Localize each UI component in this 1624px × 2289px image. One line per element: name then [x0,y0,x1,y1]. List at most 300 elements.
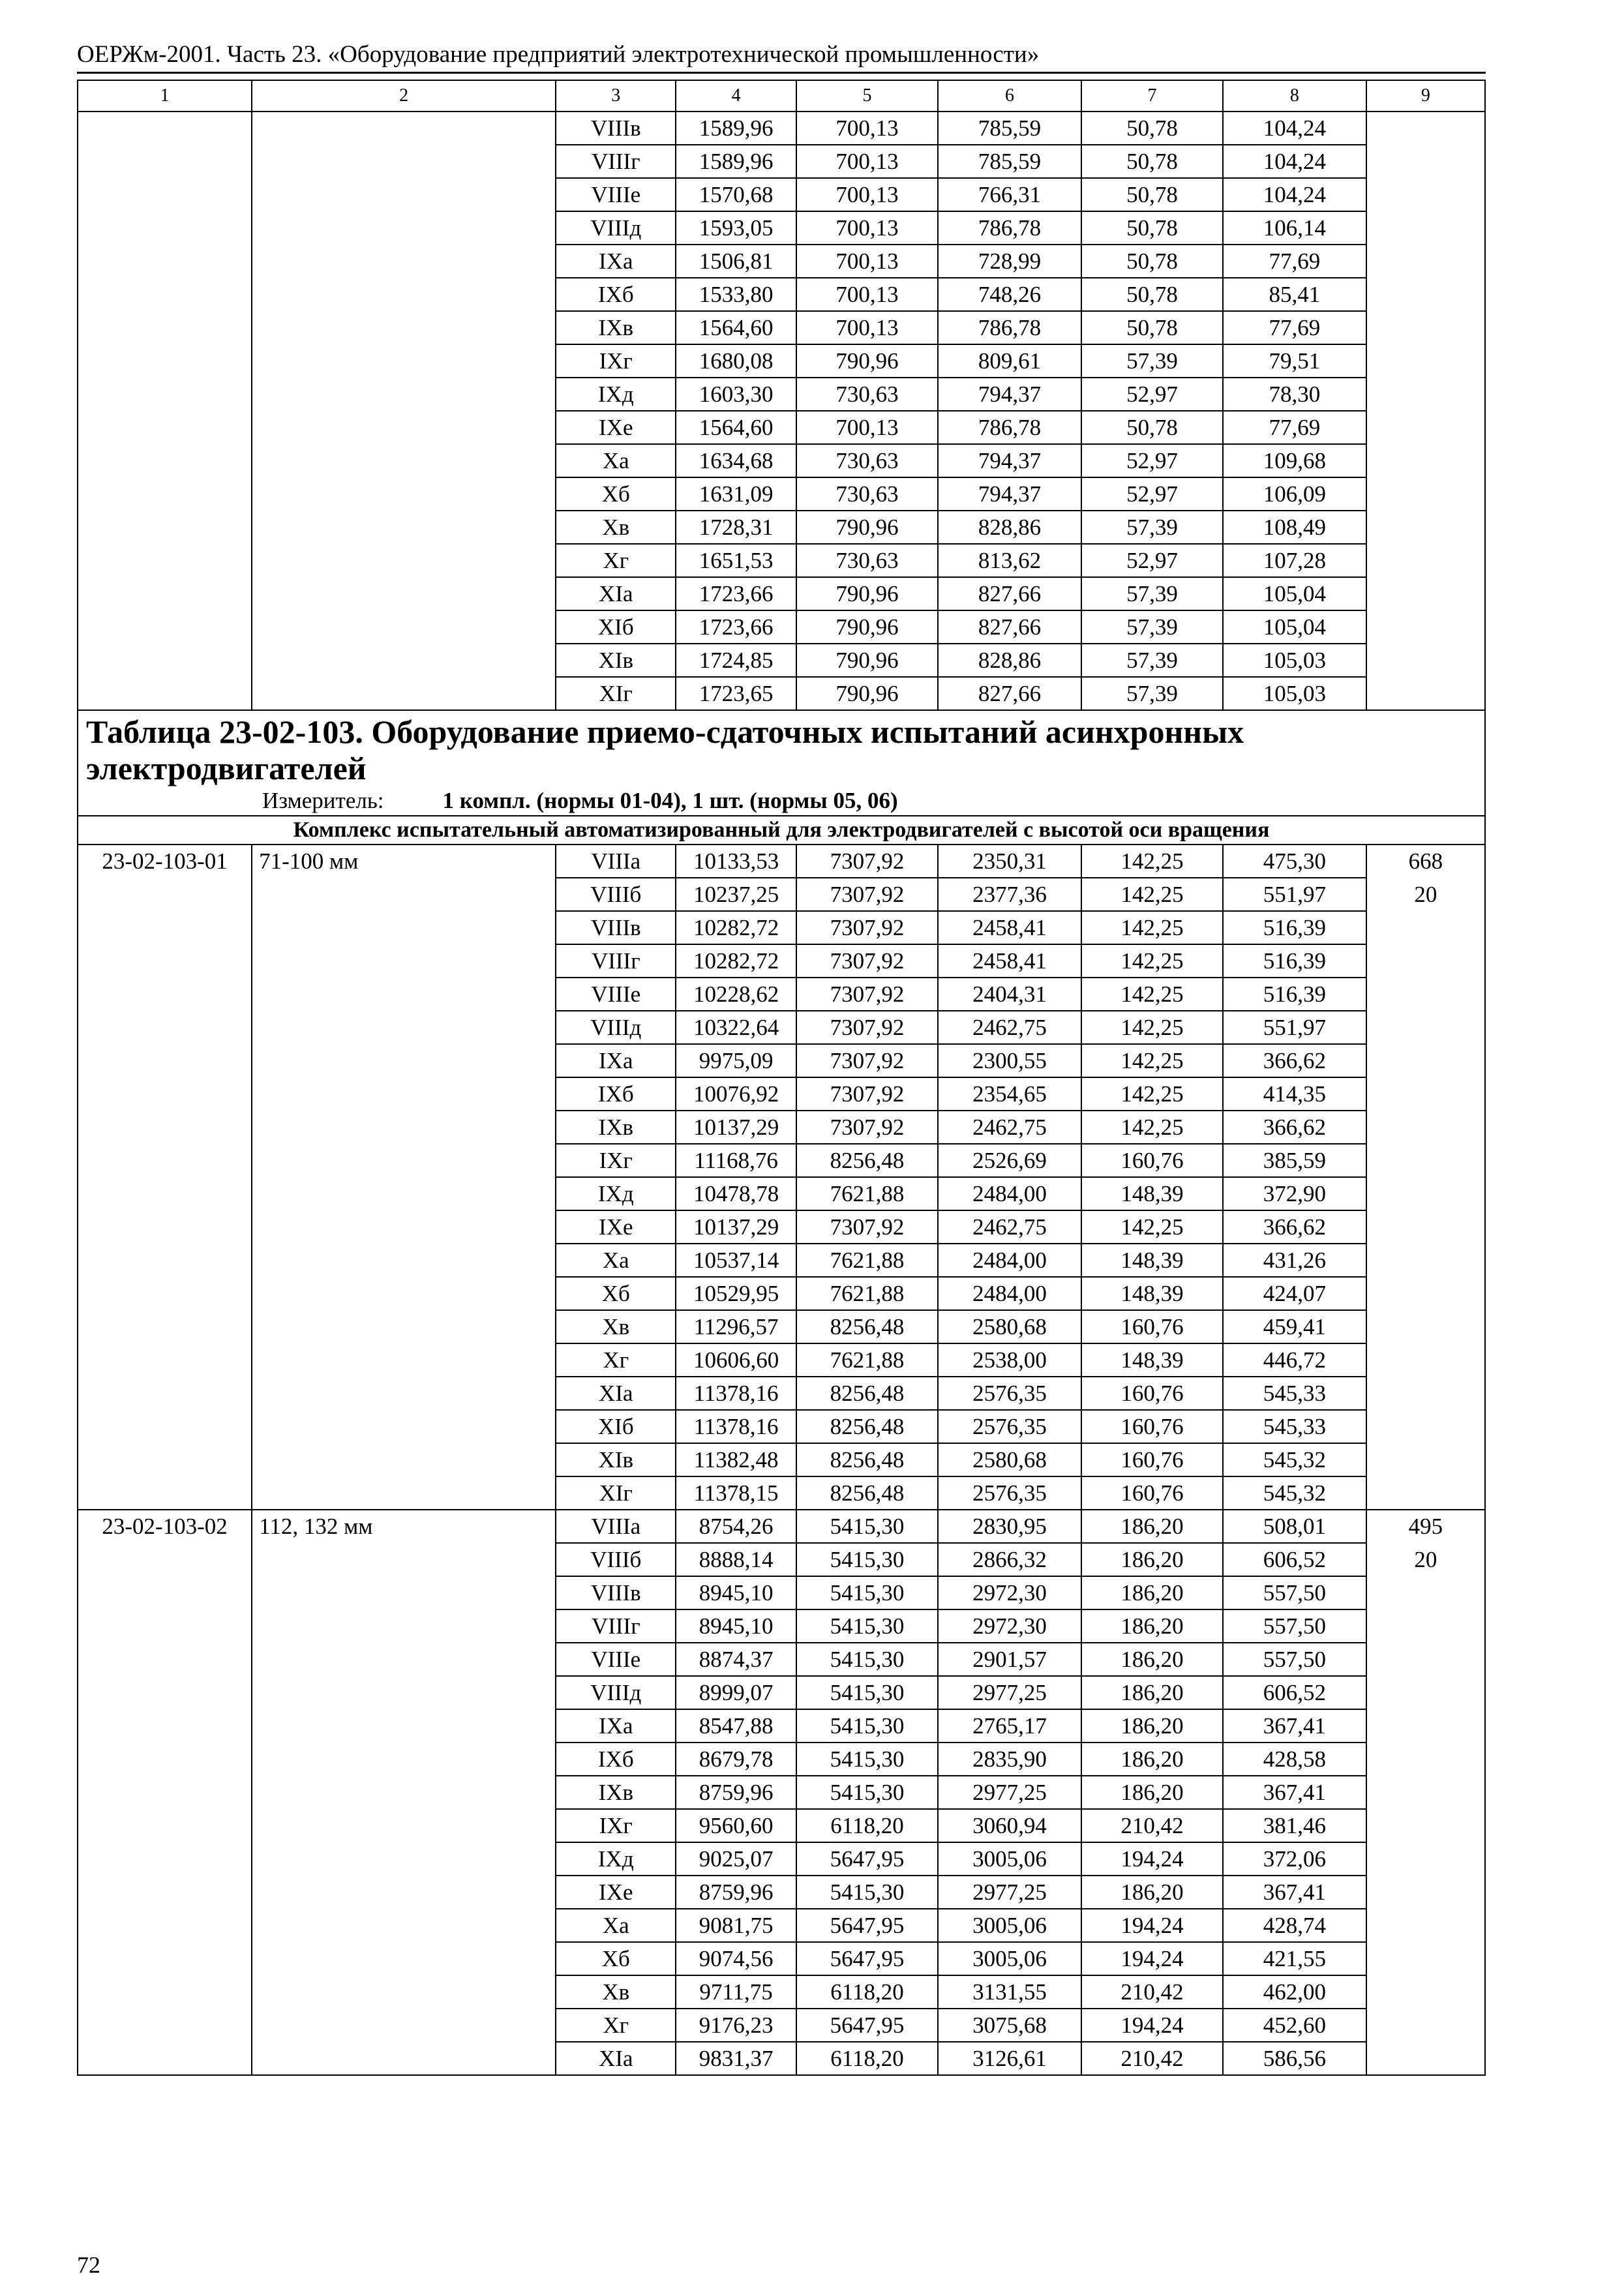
value-cell: 557,50 [1223,1576,1366,1609]
name-cell [252,278,556,311]
value-cell: 7621,88 [796,1177,938,1210]
value-cell: 606,52 [1223,1676,1366,1709]
col9-cell [1366,1809,1485,1842]
col9-cell [1366,511,1485,544]
table-row [78,644,1485,677]
value-cell: 210,42 [1081,1809,1223,1842]
value-cell: 367,41 [1223,1776,1366,1809]
value-cell: 367,41 [1223,1709,1366,1743]
value-cell: 11382,48 [676,1443,796,1476]
code-cell [78,1410,252,1443]
value-cell: 3126,61 [938,2042,1081,2075]
col9-cell [1366,1044,1485,1077]
col9-cell [1366,411,1485,444]
zone-cell: Xг [556,1343,676,1377]
name-cell [252,878,556,911]
value-cell: 10137,29 [676,1111,796,1144]
table-row [78,1942,1485,1975]
col9-cell [1366,1975,1485,2009]
value-cell: 790,96 [796,644,938,677]
table-row [78,544,1485,577]
code-cell [78,1343,252,1377]
value-cell: 2977,25 [938,1776,1081,1809]
value-cell: 1593,05 [676,211,796,245]
value-cell: 7307,92 [796,878,938,911]
value-cell: 186,20 [1081,1643,1223,1676]
name-cell [252,211,556,245]
value-cell: 109,68 [1223,444,1366,477]
col9-cell: 20 [1366,878,1485,911]
value-cell: 2977,25 [938,1676,1081,1709]
value-cell: 1506,81 [676,245,796,278]
value-cell: 5415,30 [796,1876,938,1909]
value-cell: 160,76 [1081,1310,1223,1343]
value-cell: 186,20 [1081,1776,1223,1809]
zone-cell: VIIIе [556,978,676,1011]
value-cell: 372,90 [1223,1177,1366,1210]
value-cell: 8945,10 [676,1609,796,1643]
value-cell: 748,26 [938,278,1081,311]
value-cell: 108,49 [1223,511,1366,544]
value-cell: 424,07 [1223,1277,1366,1310]
value-cell: 794,37 [938,477,1081,511]
value-cell: 5415,30 [796,1510,938,1543]
table-row [78,411,1485,444]
value-cell: 52,97 [1081,444,1223,477]
value-cell: 186,20 [1081,1676,1223,1709]
col9-cell [1366,378,1485,411]
value-cell: 2354,65 [938,1077,1081,1111]
value-cell: 148,39 [1081,1277,1223,1310]
value-cell: 160,76 [1081,1377,1223,1410]
measure-label: Измеритель: [262,788,384,813]
col9-cell [1366,1643,1485,1676]
code-cell [78,112,252,145]
zone-cell: Xб [556,477,676,511]
value-cell: 1723,65 [676,677,796,710]
value-cell: 3075,68 [938,2009,1081,2042]
value-cell: 194,24 [1081,1942,1223,1975]
code-cell [78,1044,252,1077]
code-cell [78,644,252,677]
table-row [78,1377,1485,1410]
value-cell: 828,86 [938,511,1081,544]
zone-cell: IXе [556,1876,676,1909]
value-cell: 809,61 [938,344,1081,378]
col9-cell [1366,1277,1485,1310]
name-cell [252,1543,556,1576]
col9-cell [1366,978,1485,1011]
name-cell [252,1377,556,1410]
col9-cell [1366,1177,1485,1210]
table-row [78,1244,1485,1277]
value-cell: 10478,78 [676,1177,796,1210]
value-cell: 827,66 [938,610,1081,644]
table-title-row [78,710,1485,816]
value-cell: 700,13 [796,411,938,444]
name-cell [252,112,556,145]
code-cell [78,1476,252,1510]
zone-cell: IXд [556,1177,676,1210]
name-cell [252,378,556,411]
col9-cell [1366,1111,1485,1144]
value-cell: 786,78 [938,411,1081,444]
value-cell: 1728,31 [676,511,796,544]
value-cell: 7621,88 [796,1277,938,1310]
col9-cell [1366,112,1485,145]
code-cell [78,1609,252,1643]
code-cell [78,677,252,710]
value-cell: 10322,64 [676,1011,796,1044]
value-cell: 8256,48 [796,1310,938,1343]
value-cell: 1651,53 [676,544,796,577]
value-cell: 2404,31 [938,978,1081,1011]
value-cell: 148,39 [1081,1244,1223,1277]
value-cell: 106,09 [1223,477,1366,511]
value-cell: 6118,20 [796,2042,938,2075]
name-cell [252,1410,556,1443]
table-row [78,211,1485,245]
value-cell: 785,59 [938,145,1081,178]
value-cell: 142,25 [1081,1077,1223,1111]
value-cell: 105,03 [1223,677,1366,710]
value-cell: 2576,35 [938,1410,1081,1443]
value-cell: 2580,68 [938,1310,1081,1343]
col9-cell [1366,577,1485,610]
name-cell [252,1044,556,1077]
value-cell: 452,60 [1223,2009,1366,2042]
value-cell: 7307,92 [796,1044,938,1077]
zone-cell: Xа [556,1909,676,1942]
value-cell: 367,41 [1223,1876,1366,1909]
col9-cell [1366,1410,1485,1443]
value-cell: 428,58 [1223,1743,1366,1776]
name-cell [252,411,556,444]
table-row [78,610,1485,644]
value-cell: 11378,15 [676,1476,796,1510]
value-cell: 52,97 [1081,378,1223,411]
table-row [78,245,1485,278]
value-cell: 57,39 [1081,610,1223,644]
value-cell: 1589,96 [676,145,796,178]
value-cell: 104,24 [1223,112,1366,145]
value-cell: 2580,68 [938,1443,1081,1476]
value-cell: 557,50 [1223,1643,1366,1676]
name-cell [252,544,556,577]
name-cell [252,1244,556,1277]
value-cell: 11378,16 [676,1377,796,1410]
value-cell: 730,63 [796,378,938,411]
table-row [78,1011,1485,1044]
table-row [78,1709,1485,1743]
value-cell: 8256,48 [796,1476,938,1510]
value-cell: 8874,37 [676,1643,796,1676]
name-cell [252,1476,556,1510]
col9-cell: 495 [1366,1510,1485,1543]
zone-cell: IXв [556,311,676,344]
value-cell: 700,13 [796,211,938,245]
value-cell: 50,78 [1081,112,1223,145]
value-cell: 551,97 [1223,1011,1366,1044]
value-cell: 545,33 [1223,1377,1366,1410]
zone-cell: XIв [556,644,676,677]
value-cell: 10282,72 [676,944,796,978]
table-row [78,1310,1485,1343]
table-row [78,1343,1485,1377]
code-cell: 23-02-103-02 [78,1510,252,1543]
col9-cell: 20 [1366,1543,1485,1576]
value-cell: 1634,68 [676,444,796,477]
col9-cell [1366,1310,1485,1343]
value-cell: 428,74 [1223,1909,1366,1942]
name-cell: 71-100 мм [252,845,556,878]
zone-cell: XIб [556,1410,676,1443]
value-cell: 2484,00 [938,1277,1081,1310]
value-cell: 7621,88 [796,1343,938,1377]
name-cell [252,444,556,477]
value-cell: 790,96 [796,610,938,644]
value-cell: 57,39 [1081,644,1223,677]
value-cell: 2300,55 [938,1044,1081,1077]
value-cell: 186,20 [1081,1709,1223,1743]
value-cell: 730,63 [796,544,938,577]
value-cell: 10606,60 [676,1343,796,1377]
value-cell: 105,04 [1223,577,1366,610]
value-cell: 9176,23 [676,2009,796,2042]
value-cell: 106,14 [1223,211,1366,245]
col9-cell [1366,2042,1485,2075]
name-cell [252,245,556,278]
code-cell [78,1144,252,1177]
zone-cell: XIа [556,577,676,610]
code-cell [78,1776,252,1809]
col9-cell [1366,944,1485,978]
value-cell: 2484,00 [938,1177,1081,1210]
column-number-row [78,80,1485,112]
zone-cell: IXв [556,1776,676,1809]
code-cell [78,1676,252,1709]
value-cell: 85,41 [1223,278,1366,311]
value-cell: 2538,00 [938,1343,1081,1377]
value-cell: 1723,66 [676,577,796,610]
code-cell [78,1111,252,1144]
name-cell [252,1443,556,1476]
value-cell: 5647,95 [796,1909,938,1942]
zone-cell: XIв [556,1443,676,1476]
value-cell: 9025,07 [676,1842,796,1876]
value-cell: 10228,62 [676,978,796,1011]
value-cell: 79,51 [1223,344,1366,378]
col9-cell [1366,1077,1485,1111]
zone-cell: Xб [556,1277,676,1310]
table-row [78,477,1485,511]
value-cell: 8679,78 [676,1743,796,1776]
value-cell: 5415,30 [796,1743,938,1776]
measure-value: 1 компл. (нормы 01-04), 1 шт. (нормы 05, 06) [442,788,898,813]
code-cell [78,1909,252,1942]
value-cell: 50,78 [1081,311,1223,344]
value-cell: 2462,75 [938,1111,1081,1144]
value-cell: 186,20 [1081,1576,1223,1609]
code-cell [78,1210,252,1244]
table-row [78,1676,1485,1709]
value-cell: 7307,92 [796,911,938,944]
name-cell [252,944,556,978]
value-cell: 10137,29 [676,1210,796,1244]
zone-cell: IXг [556,344,676,378]
zone-cell: IXд [556,1842,676,1876]
value-cell: 2765,17 [938,1709,1081,1743]
table-row [78,1177,1485,1210]
column-number: 1 [78,80,252,112]
value-cell: 786,78 [938,311,1081,344]
table-row [78,1842,1485,1876]
table-row [78,1776,1485,1809]
col9-cell: 668 [1366,845,1485,878]
zone-cell: IXа [556,1709,676,1743]
value-cell: 551,97 [1223,878,1366,911]
col9-cell [1366,245,1485,278]
value-cell: 516,39 [1223,944,1366,978]
code-cell [78,1443,252,1476]
code-cell [78,344,252,378]
col9-cell [1366,544,1485,577]
value-cell: 2576,35 [938,1377,1081,1410]
value-cell: 104,24 [1223,145,1366,178]
value-cell: 794,37 [938,378,1081,411]
value-cell: 5647,95 [796,1842,938,1876]
col9-cell [1366,1476,1485,1510]
value-cell: 2977,25 [938,1876,1081,1909]
zone-cell: IXв [556,1111,676,1144]
section-title: Комплекс испытательный автоматизированный для электродвигателей с высотой оси вращения [78,816,1485,845]
zone-cell: Xа [556,444,676,477]
zone-cell: VIIIв [556,112,676,145]
table-row [78,1609,1485,1643]
zone-cell: IXб [556,278,676,311]
value-cell: 2901,57 [938,1643,1081,1676]
value-cell: 148,39 [1081,1177,1223,1210]
value-cell: 1570,68 [676,178,796,211]
code-cell [78,1643,252,1676]
value-cell: 142,25 [1081,978,1223,1011]
value-cell: 3005,06 [938,1909,1081,1942]
name-cell [252,1011,556,1044]
table-row [78,278,1485,311]
name-cell [252,1111,556,1144]
table-row [78,1975,1485,2009]
value-cell: 10282,72 [676,911,796,944]
name-cell [252,344,556,378]
value-cell: 10529,95 [676,1277,796,1310]
value-cell: 77,69 [1223,311,1366,344]
value-cell: 700,13 [796,278,938,311]
value-cell: 160,76 [1081,1410,1223,1443]
value-cell: 5415,30 [796,1609,938,1643]
table-row [78,1111,1485,1144]
col9-cell [1366,1743,1485,1776]
value-cell: 50,78 [1081,178,1223,211]
table-row [78,944,1485,978]
col9-cell [1366,145,1485,178]
zone-cell: XIа [556,1377,676,1410]
value-cell: 1589,96 [676,112,796,145]
value-cell: 790,96 [796,577,938,610]
code-cell [78,944,252,978]
name-cell [252,1942,556,1975]
table-row [78,344,1485,378]
value-cell: 50,78 [1081,211,1223,245]
table-row [78,1643,1485,1676]
name-cell [252,1975,556,2009]
value-cell: 700,13 [796,311,938,344]
column-number: 9 [1366,80,1485,112]
value-cell: 786,78 [938,211,1081,245]
value-cell: 11378,16 [676,1410,796,1443]
table-row [78,511,1485,544]
value-cell: 57,39 [1081,577,1223,610]
code-cell [78,544,252,577]
code-cell [78,911,252,944]
zone-cell: Xг [556,2009,676,2042]
table-row [78,577,1485,610]
value-cell: 10537,14 [676,1244,796,1277]
code-cell [78,411,252,444]
column-number: 5 [796,80,938,112]
value-cell: 6118,20 [796,1809,938,1842]
value-cell: 5647,95 [796,2009,938,2042]
value-cell: 2458,41 [938,944,1081,978]
value-cell: 186,20 [1081,1876,1223,1909]
value-cell: 790,96 [796,677,938,710]
table-row [78,1476,1485,1510]
col9-cell [1366,1609,1485,1643]
code-cell [78,1310,252,1343]
table-row [78,1144,1485,1177]
value-cell: 790,96 [796,344,938,378]
code-cell [78,477,252,511]
value-cell: 142,25 [1081,878,1223,911]
table-row [78,1210,1485,1244]
code-cell [78,178,252,211]
name-cell [252,311,556,344]
value-cell: 785,59 [938,112,1081,145]
value-cell: 142,25 [1081,1111,1223,1144]
rates-table-body [78,80,1485,2075]
col9-cell [1366,2009,1485,2042]
value-cell: 142,25 [1081,911,1223,944]
zone-cell: VIIIа [556,845,676,878]
code-cell [78,145,252,178]
name-cell [252,1144,556,1177]
value-cell: 52,97 [1081,544,1223,577]
value-cell: 2462,75 [938,1011,1081,1044]
code-cell: 23-02-103-01 [78,845,252,878]
code-cell [78,610,252,644]
name-cell [252,911,556,944]
value-cell: 186,20 [1081,1743,1223,1776]
value-cell: 586,56 [1223,2042,1366,2075]
zone-cell: VIIIг [556,944,676,978]
value-cell: 7307,92 [796,845,938,878]
value-cell: 50,78 [1081,245,1223,278]
value-cell: 1724,85 [676,644,796,677]
value-cell: 10133,53 [676,845,796,878]
name-cell [252,1609,556,1643]
value-cell: 3131,55 [938,1975,1081,2009]
value-cell: 1533,80 [676,278,796,311]
value-cell: 8759,96 [676,1776,796,1809]
